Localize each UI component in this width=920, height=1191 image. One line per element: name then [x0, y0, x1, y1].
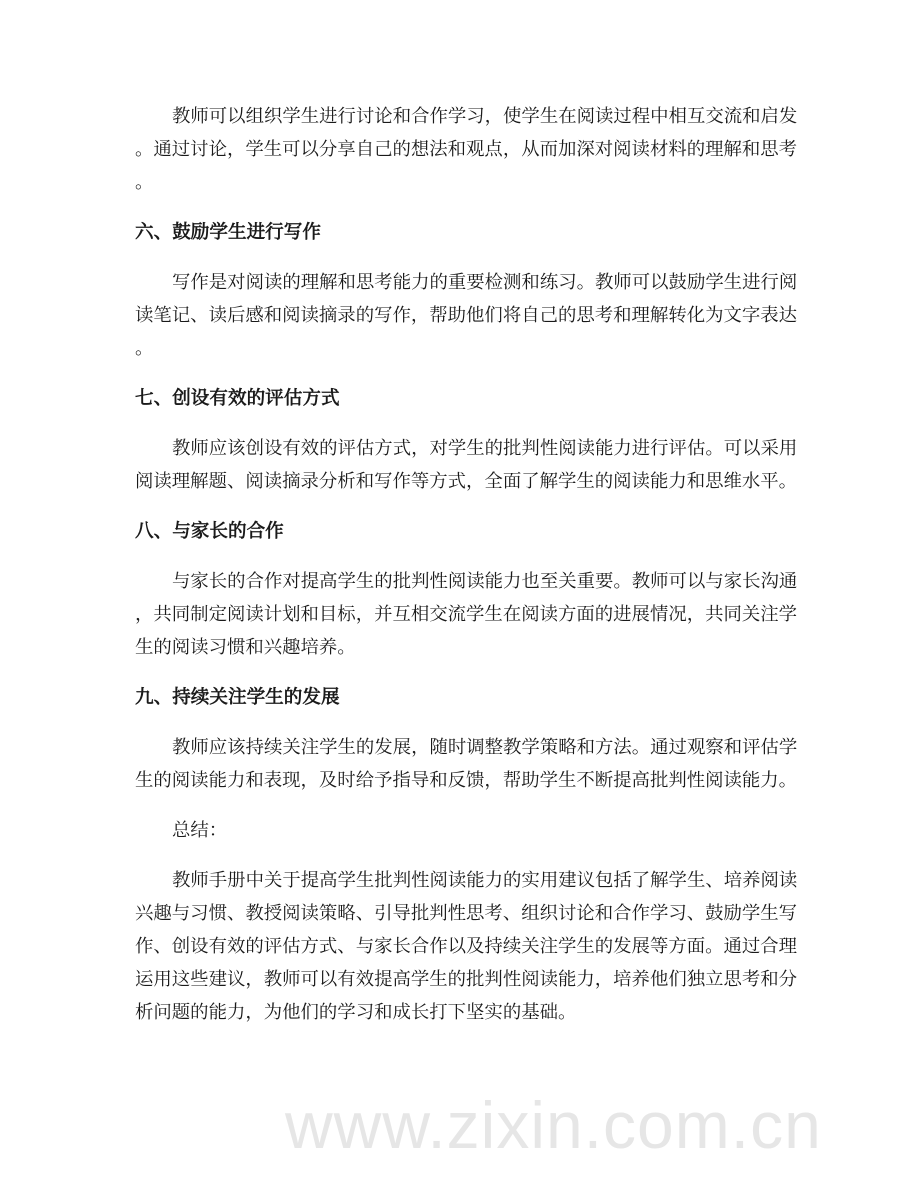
heading-text: 九、持续关注学生的发展: [135, 687, 340, 708]
paragraph: [135, 432, 798, 498]
paragraph: [135, 100, 798, 199]
paragraph-line: 读笔记、读后感和阅读摘录的写作，帮助他们将自己的思考和理解转化为文字表达: [135, 305, 798, 326]
paragraph-line: 教师可以组织学生进行讨论和合作学习，使学生在阅读过程中相互交流和启发: [172, 106, 798, 127]
paragraph-line: 生的阅读能力和表现，及时给予指导和反馈，帮助学生不断提高批判性阅读能力。: [135, 770, 798, 791]
heading-text: 七、创设有效的评估方式: [135, 388, 340, 409]
paragraph-line: ，共同制定阅读计划和目标，并互相交流学生在阅读方面的进展情况，共同关注学: [135, 604, 798, 625]
paragraph-line: 教师应该持续关注学生的发展，随时调整教学策略和方法。通过观察和评估学: [172, 737, 798, 758]
section-heading: [135, 515, 795, 548]
document-page: [135, 100, 798, 1029]
paragraph-line: 总结：: [172, 820, 228, 841]
paragraph-line: 作、创设有效的评估方式、与家长合作以及持续关注学生的发展等方面。通过合理: [135, 936, 798, 957]
paragraph-line: 。通过讨论，学生可以分享自己的想法和观点，从而加深对阅读材料的理解和思考: [135, 139, 798, 160]
paragraph-line: 教师应该创设有效的评估方式，对学生的批判性阅读能力进行评估。可以采用: [172, 438, 798, 459]
paragraph-line: 教师手册中关于提高学生批判性阅读能力的实用建议包括了解学生、培养阅读: [172, 870, 798, 891]
heading-text: 八、与家长的合作: [135, 521, 284, 542]
paragraph-line: 阅读理解题、阅读摘录分析和写作等方式，全面了解学生的阅读能力和思维水平。: [135, 471, 798, 492]
watermark: www.zixin.com.cn: [285, 1088, 822, 1162]
paragraph: [135, 814, 795, 847]
section-heading: [135, 382, 795, 415]
paragraph: [135, 565, 798, 664]
paragraph-line: 。: [135, 172, 154, 193]
paragraph-line: 写作是对阅读的理解和思考能力的重要检测和练习。教师可以鼓励学生进行阅: [172, 272, 798, 293]
paragraph-line: 生的阅读习惯和兴趣培养。: [135, 637, 356, 658]
paragraph: [135, 864, 798, 1029]
paragraph: [135, 731, 798, 797]
paragraph-line: 与家长的合作对提高学生的批判性阅读能力也至关重要。教师可以与家长沟通: [172, 571, 798, 592]
heading-text: 六、鼓励学生进行写作: [135, 222, 321, 243]
section-heading: [135, 216, 795, 249]
section-heading: [135, 681, 795, 714]
paragraph-line: 兴趣与习惯、教授阅读策略、引导批判性思考、组织讨论和合作学习、鼓励学生写: [135, 903, 798, 924]
paragraph: [135, 266, 798, 365]
paragraph-line: 运用这些建议，教师可以有效提高学生的批判性阅读能力，培养他们独立思考和分: [135, 969, 798, 990]
paragraph-line: 。: [135, 338, 154, 359]
paragraph-line: 析问题的能力，为他们的学习和成长打下坚实的基础。: [135, 1002, 577, 1023]
